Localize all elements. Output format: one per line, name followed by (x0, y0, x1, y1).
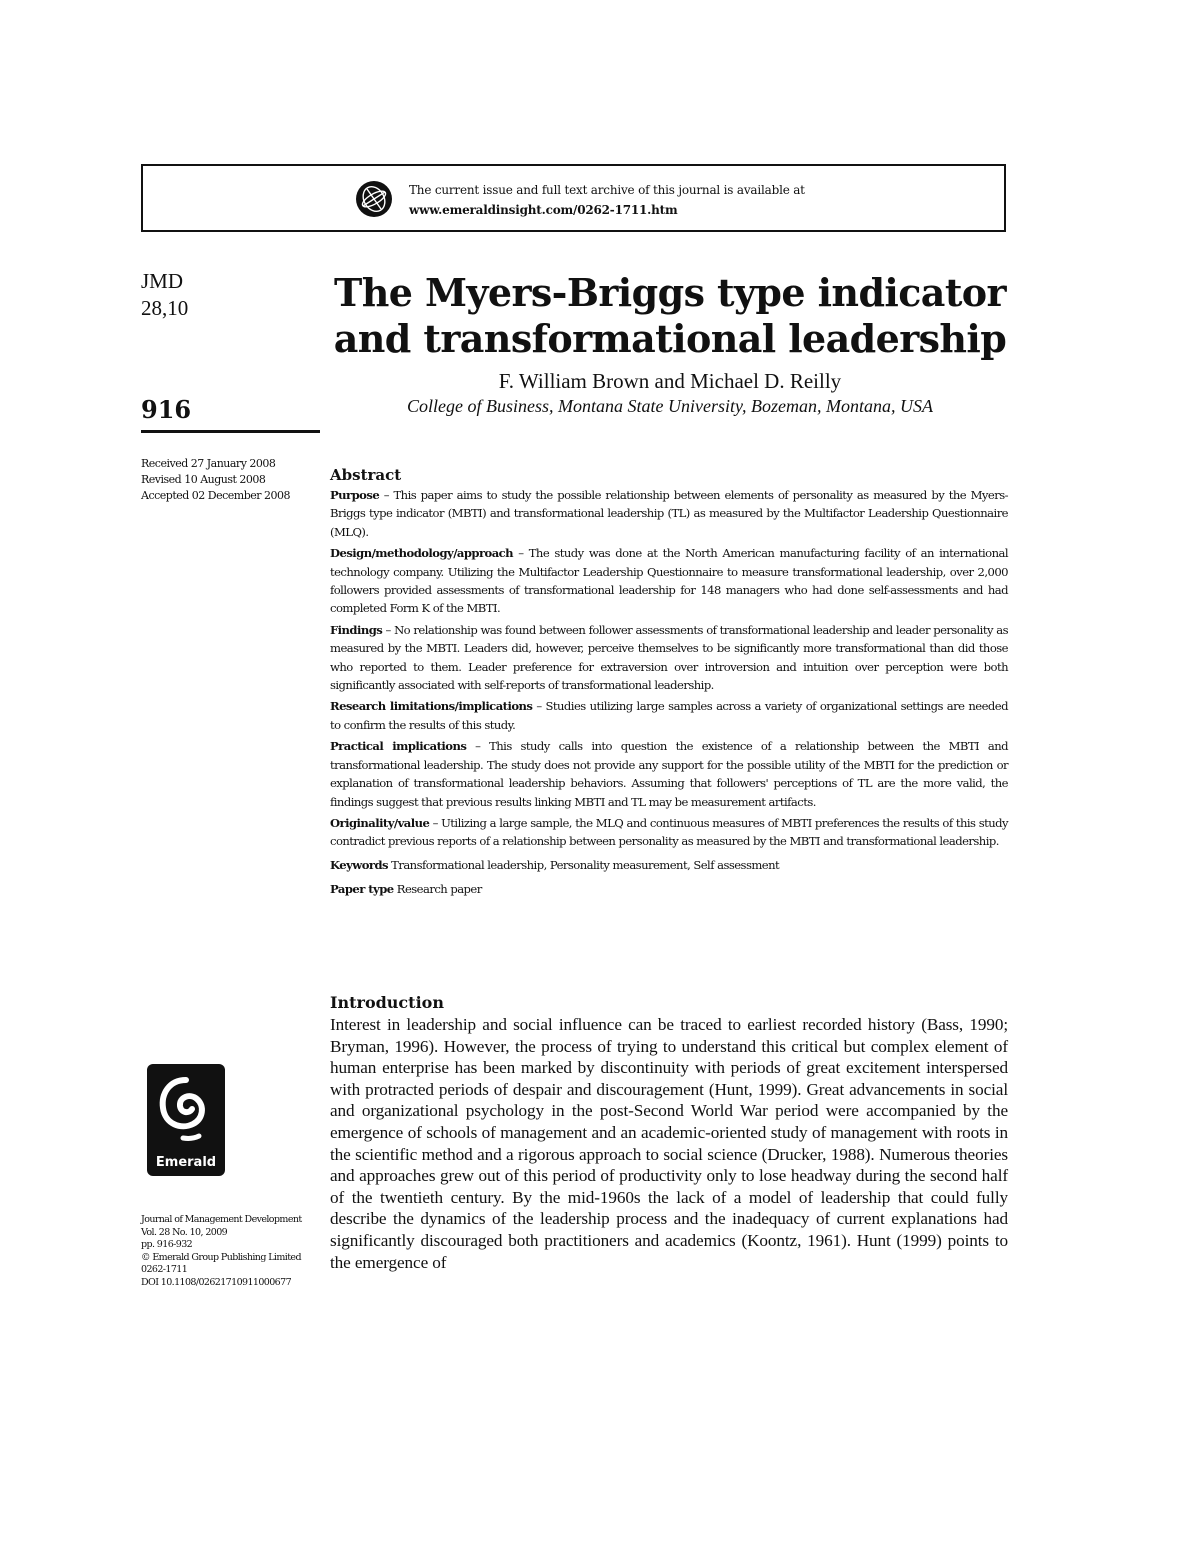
citation-copyright: © Emerald Group Publishing Limited (141, 1251, 301, 1263)
abstract-findings (330, 621, 1008, 695)
globe-icon (355, 180, 393, 218)
abstract-section-label: Purpose (330, 488, 380, 502)
revised-date: Revised 10 August 2008 (141, 473, 266, 486)
abstract-originality (330, 814, 1008, 851)
citation-doi: DOI 10.1108/02621710911000677 (141, 1276, 292, 1288)
journal-availability-box (141, 164, 1006, 232)
journal-volume-issue: 28,10 (141, 296, 189, 320)
abstract-section-label: Findings (330, 622, 383, 637)
abstract-section-label: Research limitations/implications (330, 699, 533, 714)
emerald-swirl-icon (155, 1072, 217, 1148)
paper-type-text: Research paper (396, 882, 482, 897)
abstract-section-label: Practical implications (330, 739, 467, 754)
received-date: Received 27 January 2008 (141, 457, 276, 470)
submission-dates (141, 456, 290, 504)
abstract-purpose (330, 486, 1008, 541)
abstract-section-label: Design/methodology/approach (330, 546, 514, 561)
keywords-label: Keywords (330, 857, 388, 872)
introduction-text: Interest in leadership and social influence can be traced to earliest recorded history (Bass, 1990; Bryman, 1996). However, the process of trying to understand this critical but complex element of human enterprise has been marked by discontinuity with periods of great excitement interspersed with protracted periods of despair and discouragement (Hunt, 1999). Great advancements in social and organizational psychology in the post-Second World War period were accompanied by the emergence of schools of management and an academic-oriented study of management with roots in the scientific method and a rigorous approach to social science (Drucker, 1988). Numerous theories and approaches grew out of this period of productivity only to lose headway during the second half of the twentieth century. By the mid-1960s the lack of a model of leadership that could fully describe the dynamics of the leadership process and the inadequacy of current explanations had significantly discouraged both practitioners and academics (Koontz, 1961). Hunt (1999) points to the emergence of (330, 1015, 1008, 1272)
abstract-section-label: Originality/value (330, 815, 430, 830)
paper-title-line-1: The Myers-Briggs type indicator (334, 270, 1006, 315)
citation-journal: Journal of Management Development (141, 1214, 302, 1225)
availability-text: The current issue and full text archive of this journal is available at (409, 183, 805, 197)
introduction-heading: Introduction (330, 993, 444, 1012)
introduction (330, 992, 1008, 1273)
authors: F. William Brown and Michael D. Reilly (498, 369, 842, 393)
abstract (330, 465, 1008, 902)
availability-notice (409, 180, 805, 220)
journal-code: JMD (141, 269, 184, 293)
abstract-heading: Abstract (330, 466, 402, 484)
abstract-section-text: – This paper aims to study the possible relationship between elements of personality as measured by the Myers-Briggs type indicator (MBTI) and transformational leadership (TL) as measured by the Multifactor Leadership Questionnaire (MLQ). (330, 488, 1008, 539)
abstract-design (330, 544, 1008, 618)
affiliation: College of Business, Montana State University, Bozeman, Montana, USA (407, 396, 933, 416)
citation-issn: 0262-1711 (141, 1264, 188, 1276)
journal-id (141, 268, 188, 322)
abstract-limitations (330, 697, 1008, 734)
keywords (330, 856, 1008, 874)
abstract-section-text: – The study was done at the North American manufacturing facility of an international technology company. Utilizing the Multifactor Leadership Questionnaire to measure transformational leadership, over 2,000 followers provided assessments of transformational leadership for 148 managers who had done self-assessments and had completed Form K of the MBTI. (330, 546, 1009, 616)
abstract-section-text: – Utilizing a large sample, the MLQ and continuous measures of MBTI preferences the results of this study contradict previous reports of a relationship between personality as measured by the MBTI and transformational leadership. (330, 815, 1008, 849)
page-number-rule (141, 430, 320, 433)
page-number: 916 (141, 395, 192, 424)
journal-url[interactable]: www.emeraldinsight.com/0262-1711.htm (409, 203, 678, 217)
paper-type (330, 880, 1008, 898)
paper-title-line-2: and transformational leadership (333, 316, 1007, 361)
emerald-logo (147, 1064, 225, 1176)
emerald-logo-text: Emerald (155, 1155, 217, 1170)
citation-volume: Vol. 28 No. 10, 2009 (141, 1226, 228, 1238)
accepted-date: Accepted 02 December 2008 (141, 489, 291, 502)
abstract-section-text: – Studies utilizing large samples across a variety of organizational settings are needed to confirm the results of this study. (330, 699, 1008, 732)
abstract-practical (330, 737, 1008, 811)
citation-pages: pp. 916-932 (141, 1239, 193, 1251)
abstract-section-text: – This study calls into question the existence of a relationship between the MBTI and transformational leadership. The study does not provide any support for the possible utility of the MBTI for the prediction or explanation of transformational leadership behaviors. Assuming that followers' perceptions of TL are the more valid, the findings suggest that previous results linking MBTI and TL may be measurement artifacts. (330, 739, 1008, 809)
keywords-text: Transformational leadership, Personality measurement, Self assessment (391, 857, 780, 872)
paper-type-label: Paper type (330, 882, 394, 897)
citation-info (141, 1214, 302, 1290)
paper-title (320, 270, 1020, 362)
abstract-section-text: – No relationship was found between follower assessments of transformational leadership and leader personality as measured by the MBTI. Leaders did, however, perceive themselves to be significantly more transformational than did those who reported to them. Leader preference for extraversion over introversion and intuition over perception were both significantly associated with self-reports of transformational leadership. (330, 622, 1008, 693)
